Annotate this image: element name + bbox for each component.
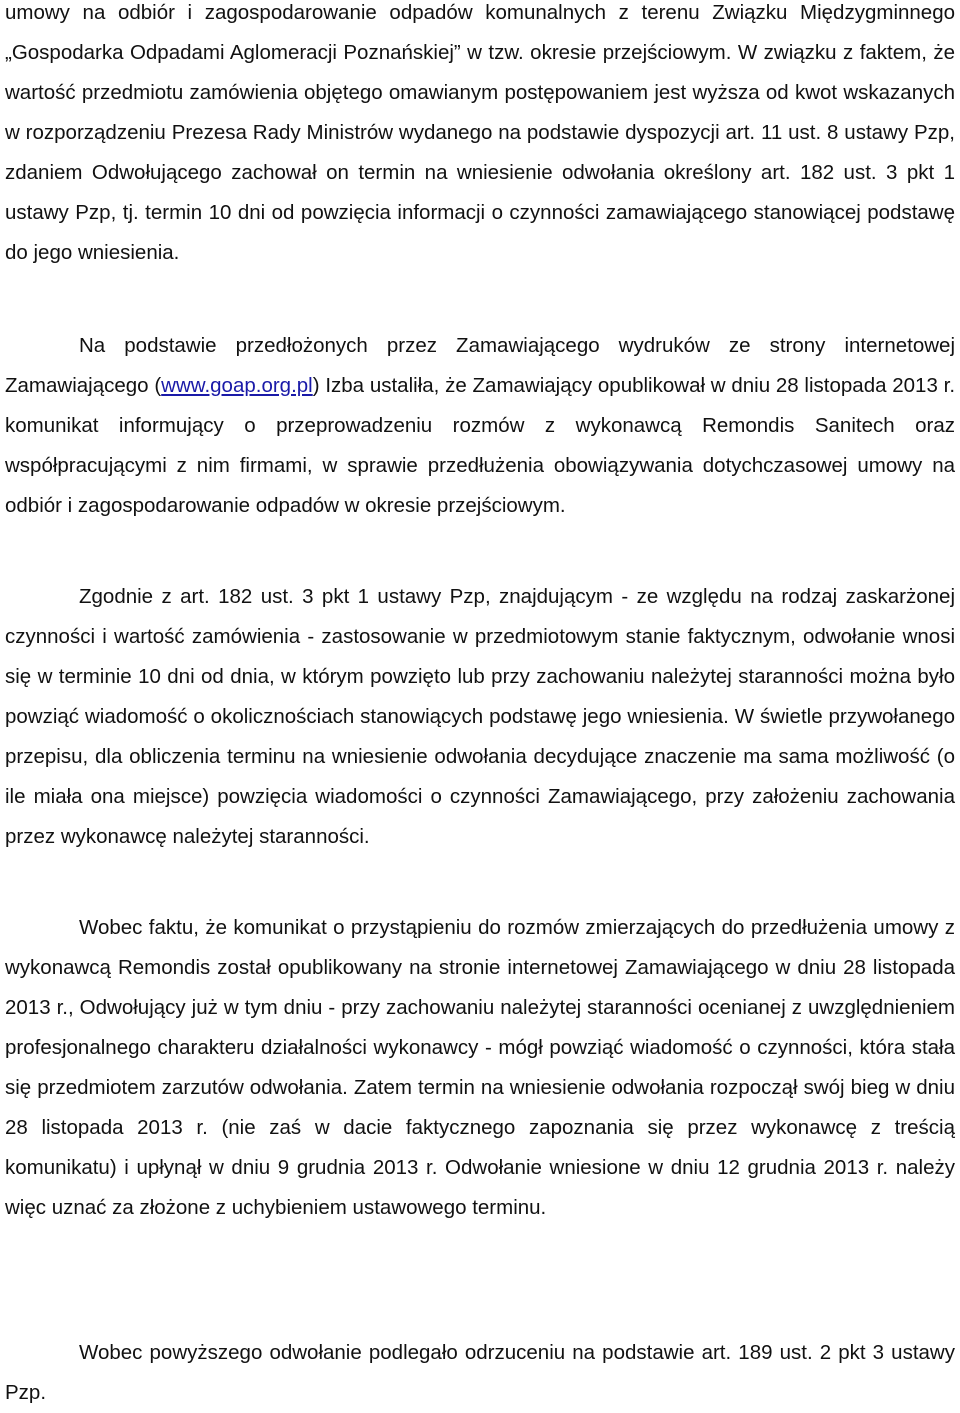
- paragraph-5: Wobec powyższego odwołanie podlegało odrzuceniu na podstawie art. 189 ust. 2 pkt 3 ustawy Pzp.: [5, 1341, 955, 1404]
- paragraph-4: Wobec faktu, że komunikat o przystąpieniu do rozmów zmierzających do przedłużenia umowy z wykonawcą Remondis został opublikowany na stronie internetowej Zamawiającego w dniu 28 listopada 2013 r., Odwołujący już w tym dniu - przy zachowaniu należytej staranności ocenianej z uwzględnieniem profesjonalnego charakteru działalności wykonawcy - mógł powziąć wiadomość o czynności, która stała się przedmiotem zarzutów odwołania. Zatem termin na wniesienie odwołania rozpoczął swój bieg w dniu 28 listopada 2013 r. (nie zaś w dacie faktycznego zapoznania się przez wykonawcę z treścią komunikatu) i upłynął w dniu 9 grudnia 2013 r. Odwołanie wniesione w dniu 12 grudnia 2013 r. należy więc uznać za złożone z uchybieniem ustawowego terminu.: [5, 916, 955, 1219]
- paragraph-2-text-before: Na podstawie przedłożonych przez Zamawiającego wydruków ze strony internetowej Zamawiającego (: [5, 334, 955, 397]
- paragraph-1: umowy na odbiór i zagospodarowanie odpadów komunalnych z terenu Związku Międzygminnego „Gospodarka Odpadami Aglomeracji Poznańskiej” w tzw. okresie przejściowym. W związku z faktem, że wartość przedmiotu zamówienia objętego omawianym postępowaniem jest wyższa od kwot wskazanych w rozporządzeniu Prezesa Rady Ministrów wydanego na podstawie dyspozycji art. 11 ust. 8 ustawy Pzp, zdaniem Odwołującego zachował on termin na wniesienie odwołania określony art. 182 ust. 3 pkt 1 ustawy Pzp, tj. termin 10 dni od powzięcia informacji o czynności zamawiającego stanowiącej podstawę do jego wniesienia.: [5, 1, 955, 264]
- paragraph-2-text-after: ) Izba ustaliła, że Zamawiający opublikował w dniu 28 listopada 2013 r. komunikat informujący o przeprowadzeniu rozmów z wykonawcą Remondis Sanitech oraz współpracującymi z nim firmami, w sprawie przedłużenia obowiązywania dotychczasowej umowy na odbiór i zagospodarowanie odpadów w okresie przejściowym.: [5, 374, 956, 517]
- paragraph-3: Zgodnie z art. 182 ust. 3 pkt 1 ustawy Pzp, znajdującym - ze względu na rodzaj zaskarżonej czynności i wartość zamówienia - zastosowanie w przedmiotowym stanie faktycznym, odwołanie wnosi się w terminie 10 dni od dnia, w którym powzięto lub przy zachowaniu należytej staranności można było powziąć wiadomość o okolicznościach stanowiących podstawę jego wniesienia. W świetle przywołanego przepisu, dla obliczenia terminu na wniesienie odwołania decydujące znaczenie ma sama możliwość (o ile miała ona miejsce) powzięcia wiadomości o czynności Zamawiającego, przy założeniu zachowania przez wykonawcę należytej staranności.: [5, 585, 955, 848]
- goap-website-link[interactable]: www.goap.org.pl: [161, 374, 313, 397]
- paragraph-2: [5, 326, 955, 526]
